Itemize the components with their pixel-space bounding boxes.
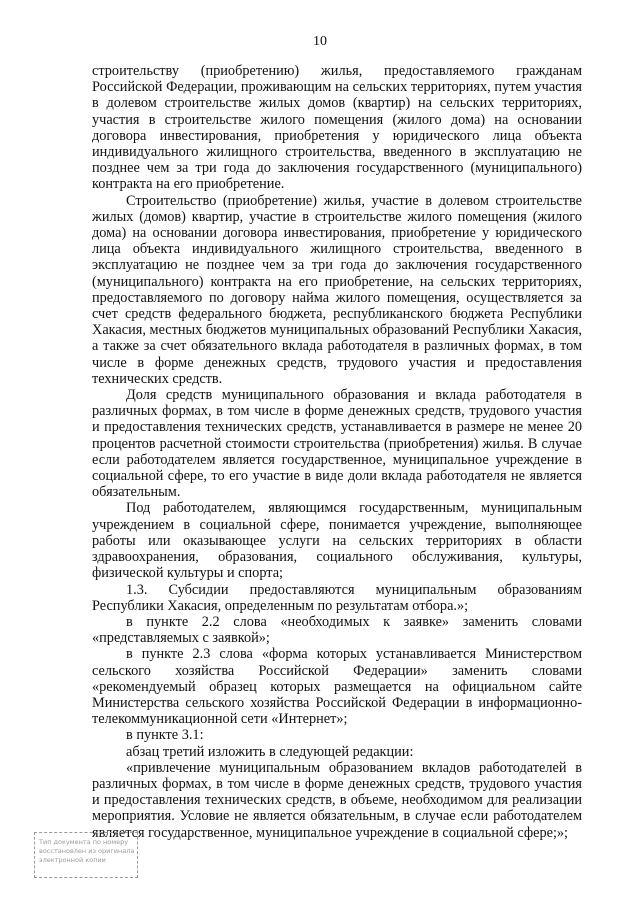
paragraph: в пункте 2.2 слова «необходимых к заявке» заменить словами «представляемых с заявкой»; — [92, 613, 582, 647]
registration-stamp — [34, 832, 138, 878]
paragraph: «привлечение муниципальным образованием вкладов работодателей в различных формах, в том числе в форме денежных средств, трудового участия и предоставления технических средств, в объеме, необходимом для реализации мероприятия. Условие не является обязательным, в случае если работодателем является государственное, муниципальное учреждение в социальной сфере;»; — [92, 759, 582, 841]
paragraph: в пункте 3.1: — [126, 727, 204, 744]
paragraph: Строительство (приобретение) жилья, участие в долевом строительстве жилых (домов) квартир, участие в строительстве жилого помещения (жилого дома) на основании договора инвестирования, приобретение у юридического лица объекта индивидуального жилищного строительства, введенного в эксплуатацию не позднее чем за три года до заключения государственного (муниципального) контракта на его приобретение, на сельских территориях, предоставляемого по договору найма жилого помещения, осуществляется за счет средств федерального бюджета, республиканского бюджета Республики Хакасия, местных бюджетов муниципальных образований Республики Хакасия, а также за счет обязательного вклада работодателя в различных формах, в том числе в форме денежных средств, трудового участия и предоставления технических средств. — [92, 192, 582, 387]
stamp-line: Тип документа по номеру — [39, 838, 129, 846]
document-body — [92, 63, 582, 841]
stamp-line: электронной копии — [39, 856, 106, 864]
paragraph: в пункте 2.3 слова «форма которых устанавливается Министерством сельского хозяйства Российской Федерации» заменить словами «рекомендуемый образец которых размещается на официальном сайте Министерства сельского хозяйства Российской Федерации в информационно-телекоммуникационной сети «Интернет»; — [92, 646, 582, 728]
page-number: 10 — [313, 34, 327, 49]
paragraph: Доля средств муниципального образования и вклада работодателя в различных формах, в том числе в форме денежных средств, трудового участия и предоставления технических средств, устанавливается в размере не менее 20 процентов расчетной стоимости строительства (приобретения) жилья. В случае если работодателем является государственное, муниципальное учреждение в социальной сфере, то его участие в виде доли вклада работодателя не является обязательным. — [92, 387, 582, 501]
paragraph: 1.3. Субсидии предоставляются муниципальным образованиям Республики Хакасия, определенным по результатам отбора.»; — [92, 581, 582, 614]
stamp-line: восстановлен из оригинала — [39, 847, 135, 855]
paragraph: Под работодателем, являющимся государственным, муниципальным учреждением в социальной сфере, понимается учреждение, выполняющее работы или оказывающее услуги на сельских территориях в области здравоохранения, образования, социального обслуживания, культуры, физической культуры и спорта; — [92, 500, 582, 582]
paragraph: абзац третий изложить в следующей редакции: — [126, 743, 414, 760]
paragraph: строительству (приобретению) жилья, предоставляемого гражданам Российской Федерации, проживающим на сельских территориях, путем участия в долевом строительстве жилых домов (квартир) на сельских территориях, участия в строительстве жилого помещения (жилого дома) на основании договора инвестирования, приобретения у юридического лица объекта индивидуального жилищного строительства, введенного в эксплуатацию не позднее чем за три года до заключения государственного (муниципального) контракта на его приобретение. — [92, 63, 582, 193]
